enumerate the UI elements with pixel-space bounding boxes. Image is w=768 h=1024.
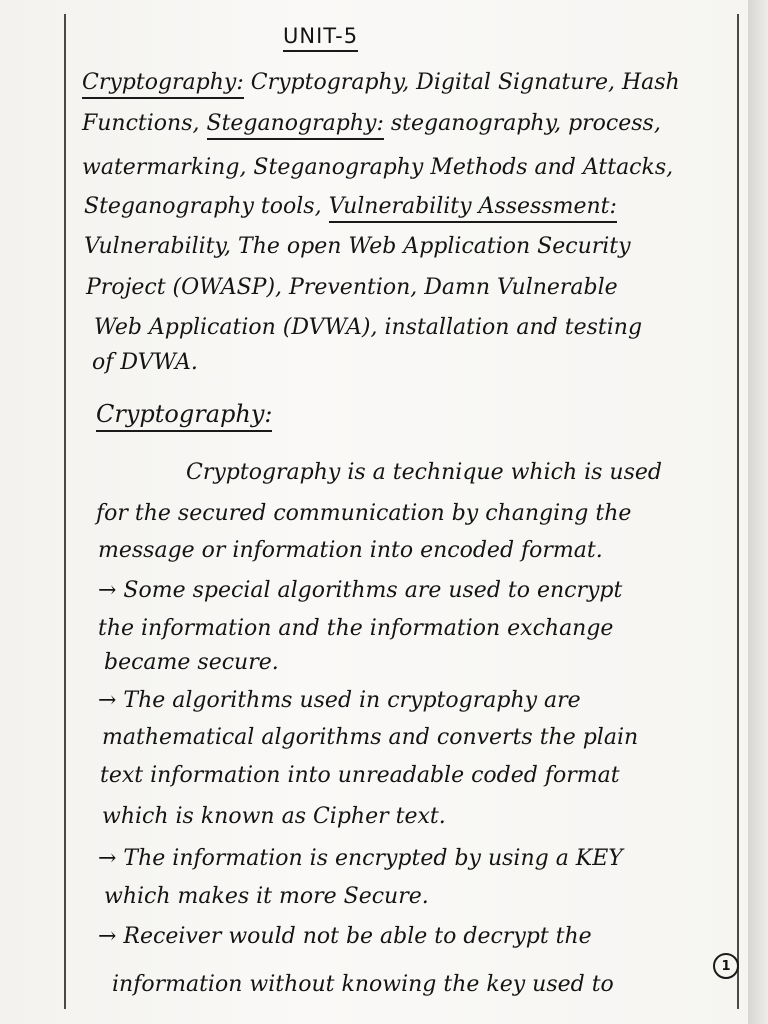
syllabus-text: steganography, process, <box>390 111 661 136</box>
body-line: → Receiver would not be able to decrypt the <box>98 924 592 949</box>
section-heading: Cryptography: <box>96 400 272 432</box>
syllabus-line <box>84 196 617 218</box>
syllabus-line <box>92 352 198 374</box>
body-line: Cryptography is a technique which is used <box>186 460 662 485</box>
syllabus-heading: Steganography: <box>207 111 384 140</box>
syllabus-text: Vulnerability, The open Web Application Security <box>84 234 631 259</box>
syllabus-line <box>82 157 673 179</box>
syllabus-text: of DVWA. <box>92 350 198 375</box>
syllabus-line <box>84 236 631 258</box>
syllabus-text: Web Application (DVWA), installation and testing <box>94 315 643 340</box>
body-line: text information into unreadable coded format <box>100 763 620 788</box>
syllabus-text: watermarking, Steganography Methods and Attacks, <box>82 155 674 180</box>
body-line: → The algorithms used in cryptography are <box>98 688 581 713</box>
syllabus-line <box>94 317 642 339</box>
body-line: → The information is encrypted by using a KEY <box>98 846 623 871</box>
syllabus-heading: Cryptography: <box>82 70 244 99</box>
body-line: mathematical algorithms and converts the plain <box>102 725 639 750</box>
page-edge <box>748 0 768 1024</box>
syllabus-text: Cryptography, Digital Signature, Hash <box>250 70 680 95</box>
syllabus-text: Functions, <box>82 111 200 136</box>
syllabus-line <box>82 113 661 135</box>
body-line: message or information into encoded format. <box>98 538 603 563</box>
syllabus-text: Project (OWASP), Prevention, Damn Vulnerable <box>86 275 618 300</box>
body-line: information without knowing the key used to <box>112 972 614 997</box>
syllabus-heading: Vulnerability Assessment: <box>329 194 617 223</box>
syllabus-line <box>82 72 680 94</box>
syllabus-text: Steganography tools, <box>84 194 322 219</box>
body-line: → Some special algorithms are used to encrypt <box>98 578 623 603</box>
body-line: which is known as Cipher text. <box>102 804 446 829</box>
page-title: UNIT-5 <box>283 24 358 52</box>
right-margin-line <box>737 14 739 1009</box>
body-line: the information and the information exchange <box>98 616 614 641</box>
page-number: 1 <box>713 953 739 979</box>
left-margin-line <box>64 14 66 1009</box>
body-line: became secure. <box>104 650 279 675</box>
body-line: for the secured communication by changing the <box>96 501 632 526</box>
syllabus-line <box>86 277 618 299</box>
body-line: which makes it more Secure. <box>104 884 429 909</box>
